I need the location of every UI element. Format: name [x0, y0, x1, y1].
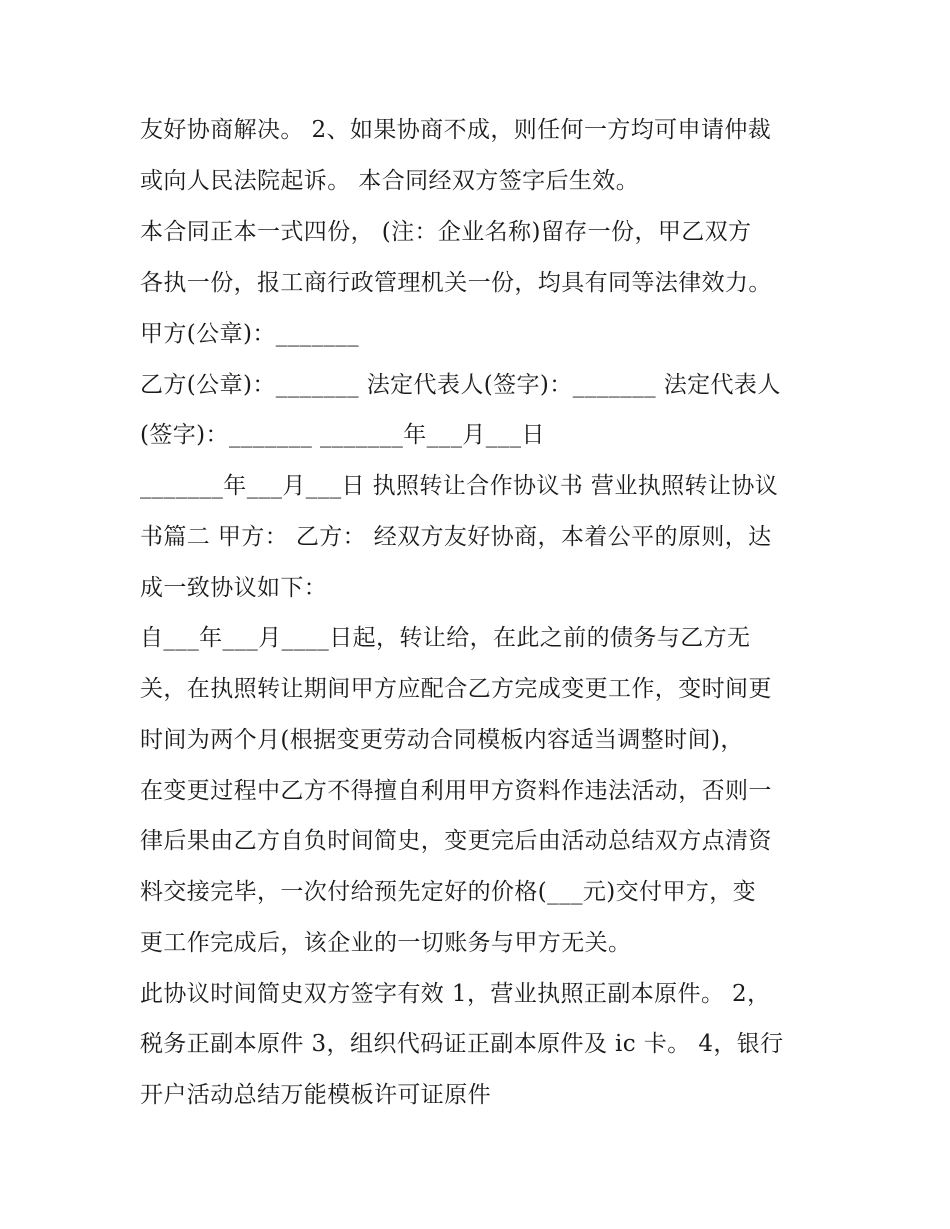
text-line: 本合同正本一式四份， (注：企业名称)留存一份，甲乙双方 [140, 219, 752, 245]
text-line: _______年___月___日 执照转让合作协议书 营业执照转让协议 [140, 473, 779, 499]
text-line: 料交接完毕，一次付给预先定好的价格(___元)交付甲方，变 [140, 879, 757, 905]
text-line: 时间为两个月(根据变更劳动合同模板内容适当调整时间)， [140, 727, 744, 753]
text-line: 更工作完成后，该企业的一切账务与甲方无关。 [140, 930, 632, 956]
text-line: 友好协商解决。 2、如果协商不成，则任何一方均可申请仲裁 [140, 117, 772, 143]
text-line: 乙方(公章)：_______ 法定代表人(签字)：_______ 法定代表人 [140, 372, 781, 398]
text-line: 甲方(公章)：_______ [140, 321, 360, 347]
text-line: 此协议时间简史双方签字有效 1，营业执照正副本原件。 2， [140, 981, 771, 1007]
text-line: 开户活动总结万能模板许可证原件 [140, 1082, 491, 1108]
text-line: 或向人民法院起诉。 本合同经双方签字后生效。 [140, 168, 640, 194]
text-line: 律后果由乙方自负时间简史，变更完后由活动总结双方点清资 [140, 828, 772, 854]
text-line: 在变更过程中乙方不得擅自利用甲方资料作违法活动，否则一 [140, 778, 772, 804]
text-line: 税务正副本原件 3，组织代码证正副本原件及 ic 卡。 4，银行 [140, 1031, 784, 1057]
text-line: 各执一份，报工商行政管理机关一份，均具有同等法律效力。 [140, 270, 772, 296]
text-line: 关，在执照转让期间甲方应配合乙方完成变更工作，变时间更 [140, 676, 772, 702]
text-line: 成一致协议如下： [140, 575, 328, 601]
text-line: (签字)：_______ _______年___月___日 [140, 422, 545, 448]
text-line: 自___年___月____日起，转让给，在此之前的债务与乙方无 [140, 625, 751, 651]
text-line: 书篇二 甲方： 乙方： 经双方友好协商，本着公平的原则，达 [140, 524, 772, 550]
